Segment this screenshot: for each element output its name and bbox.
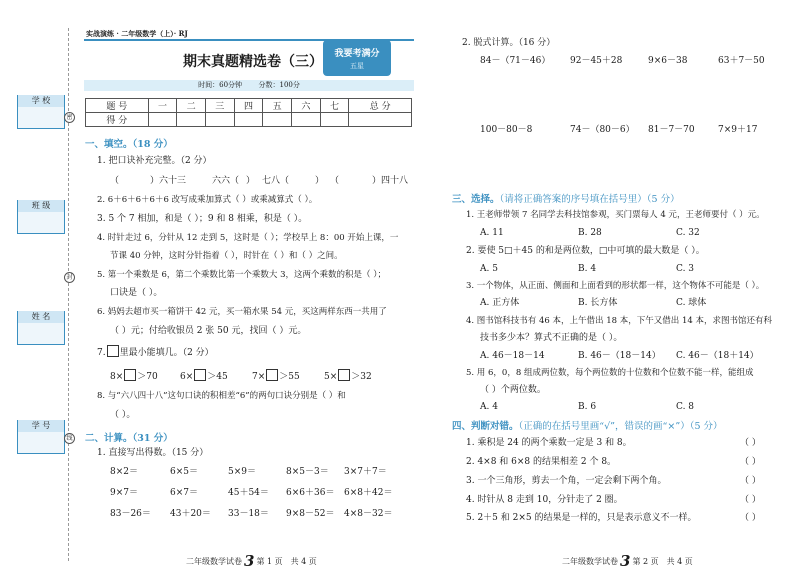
question-text: 里最小能填几。（2 分） — [119, 348, 214, 358]
student-number-label: 学 号 — [18, 420, 64, 432]
section-1-title: 一、填空。（18 分） — [85, 139, 173, 150]
footer-number: 3 — [620, 552, 631, 570]
calc-item: 33－18＝ — [228, 509, 269, 519]
school-field[interactable] — [17, 95, 65, 129]
score-cell[interactable] — [177, 113, 206, 127]
table-cell: 六 — [291, 99, 320, 113]
school-label: 学 校 — [18, 95, 64, 107]
fill-blank: 六六（ — [212, 176, 240, 186]
answer-bracket[interactable]: （ ） — [740, 513, 761, 523]
score-cell[interactable] — [205, 113, 234, 127]
total-score: 分数：100分 — [258, 81, 300, 89]
inequality-left: 5× — [324, 372, 338, 382]
question: 1. 直接写出得数。（15 分） — [97, 448, 209, 458]
option[interactable]: A. 11 — [480, 228, 504, 238]
expression: 74－（80－6） — [570, 125, 635, 135]
footer-label: 二年级数学试卷 — [562, 557, 618, 566]
student-number-field[interactable] — [17, 420, 65, 454]
page-number: 第 2 页 共 4 页 — [632, 557, 693, 566]
option[interactable]: A. 5 — [480, 264, 498, 274]
question: 5. 第一个乘数是 6，第二个乘数比第一个乘数大 3，这两个乘数的积是（ ）； — [97, 270, 386, 280]
section-4-tip: （正确的在括号里画“√”，错误的画“×”）（5 分） — [518, 421, 723, 432]
answer-bracket[interactable]: （ ） — [740, 495, 761, 505]
question: 4. 图书馆科技书有 46 本，上午借出 18 本，下午又借出 14 本，求图书馆还有科 — [466, 316, 772, 326]
table-cell: 总 分 — [349, 99, 412, 113]
judge-item: 3. 一个三角形，剪去一个角，一定会剩下两个角。 — [466, 476, 667, 486]
section-3-title — [452, 191, 680, 205]
calc-item: 6×8＋42＝ — [344, 488, 393, 498]
table-row — [86, 113, 412, 127]
question: 3. 一个物体，从正面、侧面和上面看到的形状都一样，这个物体不可能是（ ）。 — [466, 281, 765, 291]
cut-mark: 封 — [64, 272, 75, 283]
option[interactable]: C. 46－（18＋14） — [676, 351, 759, 361]
fill-blank: ）六十三 — [150, 176, 187, 186]
question: 5. 用 6，0，8 组成两位数，每个两位数的十位数和个位数不能一样，能组成 — [466, 368, 754, 378]
name-label: 姓 名 — [18, 311, 64, 323]
expression: 84－（71－46） — [480, 56, 551, 66]
inequality — [252, 369, 300, 383]
judge-item: 1. 乘积是 24 的两个乘数一定是 3 和 8。 — [466, 438, 632, 448]
option[interactable]: B. 4 — [578, 264, 597, 274]
page-number: 第 1 页 共 4 页 — [256, 557, 317, 566]
table-cell: 七 — [320, 99, 349, 113]
table-cell: 二 — [177, 99, 206, 113]
question: 2. 6＋6＋6＋6＋6 改写成乘加算式（ ）或乘减算式（ ）。 — [97, 195, 318, 205]
question: （ ）个两位数。 — [480, 385, 546, 395]
option[interactable]: B. 6 — [578, 402, 597, 412]
name-field[interactable] — [17, 311, 65, 345]
blank-box[interactable] — [338, 369, 350, 381]
expression: 63＋7－50 — [718, 56, 765, 66]
question: （ ）。 — [110, 410, 136, 420]
footer-left — [186, 552, 317, 570]
inequality — [110, 369, 158, 383]
option[interactable]: B. 长方体 — [578, 298, 618, 308]
inequality-left: 6× — [180, 372, 194, 382]
footer-number: 3 — [244, 552, 255, 570]
expression: 7×9＋17 — [718, 125, 758, 135]
inequality-right: ＞70 — [137, 372, 158, 382]
question: 4. 时针走过 6，分针从 12 走到 5，这时是（ ）；学校早上 8：00 开始上课，一 — [97, 233, 399, 243]
question: 3. 5 个 7 相加，和是（ ）；9 和 8 相乘，积是（ ）。 — [97, 214, 308, 224]
blank-box[interactable] — [107, 345, 119, 357]
footer-label: 二年级数学试卷 — [186, 557, 242, 566]
blank-box[interactable] — [194, 369, 206, 381]
calc-item: 45＋54＝ — [228, 488, 269, 498]
score-cell[interactable] — [291, 113, 320, 127]
expression: 81－7－70 — [648, 125, 695, 135]
inequality-right: ＞45 — [207, 372, 228, 382]
table-cell: 五 — [263, 99, 292, 113]
fill-blank: ） — [246, 176, 256, 186]
logo-badge — [323, 40, 391, 76]
question: 2. 要使 5□＋45 的和是两位数，□中可填的最大数是（ ）。 — [466, 246, 705, 256]
blank-box[interactable] — [124, 369, 136, 381]
question: 节课 40 分钟，这时分针指着（ ），时针在（ ）和（ ）之间。 — [110, 251, 343, 261]
section-4-title — [452, 418, 723, 432]
calc-item: 6×5＝ — [170, 467, 198, 477]
question: 1. 把口诀补充完整。（2 分） — [97, 156, 212, 166]
inequality — [324, 369, 372, 383]
option[interactable]: B. 28 — [578, 228, 602, 238]
answer-bracket[interactable]: （ ） — [740, 476, 761, 486]
option[interactable]: A. 正方体 — [480, 298, 520, 308]
section-3-heading: 三、选择。 — [452, 194, 500, 205]
section-4-heading: 四、判断对错。 — [452, 421, 519, 432]
score-cell[interactable] — [234, 113, 263, 127]
calc-item: 6×6＋36＝ — [286, 488, 335, 498]
fill-blank: （ — [110, 176, 120, 186]
expression: 100－80－8 — [480, 125, 533, 135]
page-title: 期末真题精选卷（三） — [183, 54, 323, 70]
score-cell[interactable] — [320, 113, 349, 127]
fill-blank: ）四十八 — [372, 176, 409, 186]
score-cell[interactable] — [263, 113, 292, 127]
calc-item: 5×9＝ — [228, 467, 256, 477]
calc-item: 3×7＋7＝ — [344, 467, 387, 477]
footer-right — [562, 552, 693, 570]
calc-item: 83－26＝ — [110, 509, 151, 519]
option[interactable]: C. 8 — [676, 402, 695, 412]
judge-item: 4. 时针从 8 走到 10，分针走了 2 圈。 — [466, 495, 623, 505]
question: （ ）元；付给收银员 2 张 50 元，找回（ ）元。 — [110, 326, 307, 336]
table-row — [86, 99, 412, 113]
judge-item: 2. 4×8 和 6×8 的结果相差 2 个 8。 — [466, 457, 617, 467]
expression: 92－45＋28 — [570, 56, 623, 66]
table-cell: 四 — [234, 99, 263, 113]
calc-item: 6×7＝ — [170, 488, 198, 498]
question: 口诀是（ ）。 — [110, 288, 163, 298]
series-label: 实战演练 · 二年级数学（上）· RJ — [86, 29, 188, 38]
table-cell: 三 — [205, 99, 234, 113]
question: 8. 与“六八四十八”这句口诀的积相差“6”的两句口诀分别是（ ）和 — [97, 391, 346, 401]
option[interactable]: A. 46－18－14 — [480, 351, 545, 361]
answer-bracket[interactable]: （ ） — [740, 438, 761, 448]
calc-item: 9×8－52＝ — [286, 509, 335, 519]
table-cell: 题 号 — [86, 99, 149, 113]
logo-subtext: 五星 — [350, 62, 364, 70]
fill-blank: 七八（ — [262, 176, 290, 186]
calc-item: 8×5－3＝ — [286, 467, 329, 477]
inequality-right: ＞55 — [279, 372, 300, 382]
class-field[interactable] — [17, 200, 65, 234]
question: 2. 脱式计算。（16 分） — [462, 38, 556, 48]
option[interactable]: C. 3 — [676, 264, 695, 274]
inequality — [180, 369, 228, 383]
calc-item: 43＋20＝ — [170, 509, 211, 519]
expression: 9×6－38 — [648, 56, 688, 66]
section-2-title: 二、计算。（31 分） — [85, 433, 173, 444]
question — [97, 345, 214, 359]
calc-item: 9×7＝ — [110, 488, 138, 498]
class-label: 班 级 — [18, 200, 64, 212]
calc-item: 8×2＝ — [110, 467, 138, 477]
binding-line — [68, 28, 69, 561]
fill-blank: ） — [315, 176, 325, 186]
question: 1. 王老师带领 7 名同学去科技馆参观，买门票每人 4 元，王老师要付（ ）元。 — [466, 210, 765, 220]
answer-bracket[interactable]: （ ） — [740, 457, 761, 467]
table-cell: 一 — [148, 99, 177, 113]
inequality-left: 8× — [110, 372, 124, 382]
logo-text: 我要考满分 — [334, 49, 380, 59]
fill-blank: （ — [330, 176, 340, 186]
inequality-left: 7× — [252, 372, 266, 382]
score-cell[interactable] — [349, 113, 412, 127]
option[interactable]: A. 4 — [480, 402, 498, 412]
question-number: 7. — [97, 348, 106, 358]
cut-mark: 密 — [64, 112, 75, 123]
blank-box[interactable] — [266, 369, 278, 381]
table-cell: 得 分 — [86, 113, 149, 127]
time-score-bar — [84, 80, 414, 91]
question: 6. 妈妈去超市买一箱饼干 42 元，买一箱水果 54 元，买这两样东西一共用了 — [97, 307, 387, 317]
question: 技书多少本？算式不正确的是（ ）。 — [480, 333, 623, 343]
calc-item: 4×8－32＝ — [344, 509, 393, 519]
inequality-right: ＞32 — [351, 372, 372, 382]
option[interactable]: C. 32 — [676, 228, 700, 238]
option[interactable]: C. 球体 — [676, 298, 707, 308]
cut-mark: 线 — [64, 433, 75, 444]
score-cell[interactable] — [148, 113, 177, 127]
score-table — [85, 98, 412, 127]
judge-item: 5. 2＋5 和 2×5 的结果是一样的，只是表示意义不一样。 — [466, 513, 697, 523]
option[interactable]: B. 46－（18－14） — [578, 351, 661, 361]
time-limit: 时间：60分钟 — [198, 81, 243, 89]
section-3-tip: （请将正确答案的序号填在括号里）（5 分） — [499, 194, 680, 205]
